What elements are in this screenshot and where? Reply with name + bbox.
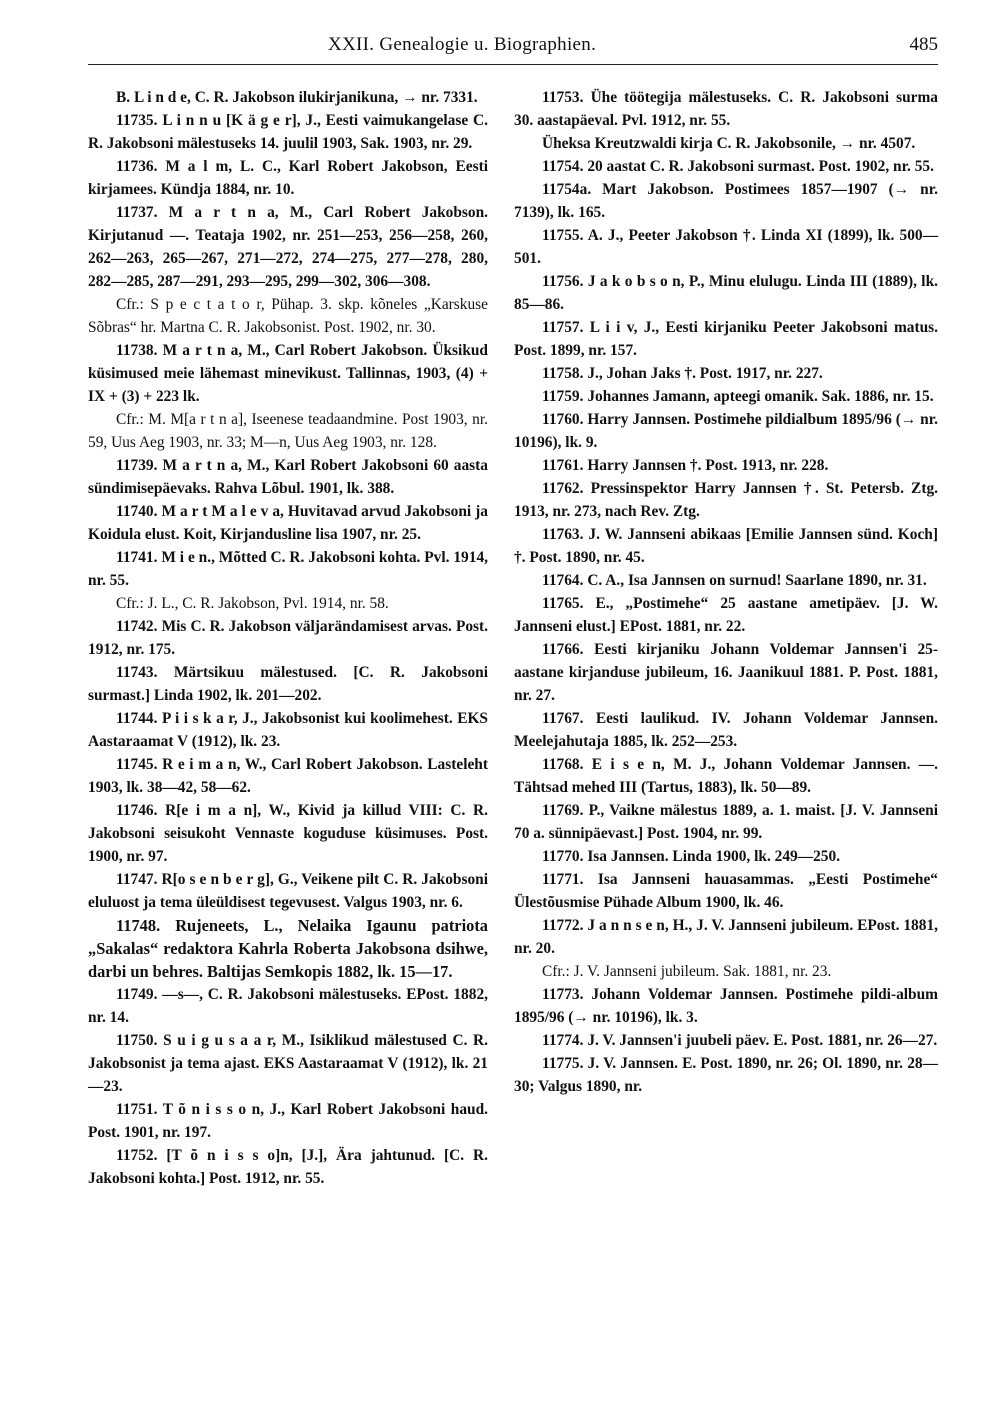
bibliography-entry: 11775. J. V. Jannsen. E. Post. 1890, nr. 26; Ol. 1890, nr. 28—30; Valgus 1890, nr.	[514, 1055, 938, 1095]
bibliography-entry: 11750. S u i g u s a a r, M., Isiklikud mälestused C. R. Jakobsonist ja tema ajast. EKS Aastaraamat V (1912), lk. 21—23.	[88, 1032, 488, 1095]
bibliography-entry: 11758. J., Johan Jaks †. Post. 1917, nr. 227.	[542, 365, 823, 382]
bibliography-entry: 11766. Eesti kirjaniku Johann Voldemar Jannsen'i 25-aastane kirjanduse jubileum, 16. Jaanikuul 1881. P. Post. 1881, nr. 27.	[514, 641, 938, 704]
bibliography-entry: 11752. [T õ n i s s o]n, [J.], Ära jahtunud. [C. R. Jakobsoni kohta.] Post. 1912, nr. 55.	[88, 1147, 488, 1187]
cross-reference-entry: Cfr.: M. M[a r t n a], Iseenese teadaandmine. Post 1903, nr. 59, Uus Aeg 1903, nr. 33; M—n, Uus Aeg 1903, nr. 128.	[88, 411, 488, 451]
bibliography-entry: 11755. A. J., Peeter Jakobson †. Linda XI (1899), lk. 500—501.	[514, 227, 938, 267]
bibliography-entry: 11760. Harry Jannsen. Postimehe pildialbum 1895/96 (→ nr. 10196), lk. 9.	[514, 411, 938, 451]
bibliography-entry: 11743. Märtsikuu mälestused. [C. R. Jakobsoni surmast.] Linda 1902, lk. 201—202.	[88, 664, 488, 704]
bibliography-entry: 11738. M a r t n a, M., Carl Robert Jakobson. Üksikud küsimused meie lähemast minevikust. Tallinnas, 1903, (4) + IX + (3) + 223 lk.	[88, 342, 488, 405]
header-rule	[88, 64, 938, 65]
bibliography-entry: 11754. 20 aastat C. R. Jakobsoni surmast. Post. 1902, nr. 55.	[542, 158, 934, 175]
bibliography-entry: 11739. M a r t n a, M., Karl Robert Jakobsoni 60 aasta sündimisepäevaks. Rahva Lõbul. 1901, lk. 388.	[88, 457, 488, 497]
bibliography-entry: 11774. J. V. Jannsen'i juubeli päev. E. Post. 1881, nr. 26—27.	[542, 1032, 938, 1049]
right-column	[514, 86, 938, 1098]
cross-reference-entry: Cfr.: S p e c t a t o r, Pühap. 3. skp. kõneles „Karskuse Sõbras“ hr. Martna C. R. Jakobsonist. Post. 1902, nr. 30.	[88, 296, 488, 336]
bibliography-entry: 11765. E., „Postimehe“ 25 aastane ametipäev. [J. W. Jannseni elust.] EPost. 1881, nr. 22.	[514, 595, 938, 635]
bibliography-entry: B. L i n d e, C. R. Jakobson ilukirjanikuna, → nr. 7331.	[116, 89, 478, 106]
bibliography-entry: 11744. P i i s k a r, J., Jakobsonist kui koolimehest. EKS Aastaraamat V (1912), lk. 23.	[88, 710, 488, 750]
bibliography-entry: 11759. Johannes Jamann, apteegi omanik. Sak. 1886, nr. 15.	[542, 388, 934, 405]
bibliography-entry: 11756. J a k o b s o n, P., Minu elulugu. Linda III (1889), lk. 85—86.	[514, 273, 938, 313]
bibliography-entry: 11768. E i s e n, M. J., Johann Voldemar Jannsen. —. Tähtsad mehed III (Tartus, 1883), lk. 50—89.	[514, 756, 938, 796]
bibliography-entry: 11745. R e i m a n, W., Carl Robert Jakobson. Lasteleht 1903, lk. 38—42, 58—62.	[88, 756, 488, 796]
bibliography-entry: 11736. M a l m, L. C., Karl Robert Jakobson, Eesti kirjamees. Kündja 1884, nr. 10.	[88, 158, 488, 198]
bibliography-entry: 11773. Johann Voldemar Jannsen. Postimehe pildi-album 1895/96 (→ nr. 10196), lk. 3.	[514, 986, 938, 1026]
bibliography-entry: 11769. P., Vaikne mälestus 1889, a. 1. maist. [J. V. Jannseni 70 a. sünnipäevast.] Post. 1904, nr. 99.	[514, 802, 938, 842]
bibliography-entry: 11746. R[e i m a n], W., Kivid ja killud VIII: C. R. Jakobsoni seisukoht Vennaste koguduse küsimuses. Post. 1900, nr. 97.	[88, 802, 488, 865]
bibliography-entry: 11754a. Mart Jakobson. Postimees 1857—1907 (→ nr. 7139), lk. 165.	[514, 181, 938, 221]
cross-reference-entry: Cfr.: J. V. Jannseni jubileum. Sak. 1881, nr. 23.	[542, 963, 832, 980]
bibliography-entry: 11749. —s—, C. R. Jakobsoni mälestuseks. EPost. 1882, nr. 14.	[88, 986, 488, 1026]
bibliography-entry: 11737. M a r t n a, M., Carl Robert Jakobson. Kirjutanud —. Teataja 1902, nr. 251—253, 256—258, 260, 262—263, 265—267, 271—272, 274—275, 277—278, 280, 282—285, 287—291, 293—295, 299—302, 306—308.	[88, 204, 488, 290]
running-title: XXII. Genealogie u. Biographien.	[328, 34, 597, 55]
bibliography-entry: 11753. Ühe töötegija mälestuseks. C. R. Jakobsoni surma 30. aastapäeval. Pvl. 1912, nr. 55.	[514, 89, 938, 129]
bibliography-entry: 11751. T õ n i s s o n, J., Karl Robert Jakobsoni haud. Post. 1901, nr. 197.	[88, 1101, 488, 1141]
bibliography-entry: 11772. J a n n s e n, H., J. V. Jannseni jubileum. EPost. 1881, nr. 20.	[514, 917, 938, 957]
bibliography-entry: 11740. M a r t M a l e v a, Huvitavad arvud Jakobsoni ja Koidula elust. Koit, Kirjandusline lisa 1907, nr. 25.	[88, 503, 488, 543]
bibliography-entry: 11748. Rujeneets, L., Nelaika Igaunu patriota „Sakalas“ redaktora Kahrla Roberta Jakobsona dsihwe, darbi un behres. Baltijas Semkopis 1882, lk. 15—17.	[88, 916, 488, 981]
bibliography-entry: 11747. R[o s e n b e r g], G., Veikene pilt C. R. Jakobsoni eluluost ja tema üleüldisest tegevusest. Valgus 1903, nr. 6.	[88, 871, 488, 911]
bibliography-entry: 11741. M i e n., Mõtted C. R. Jakobsoni kohta. Pvl. 1914, nr. 55.	[88, 549, 488, 589]
bibliography-entry: 11735. L i n n u [K ä g e r], J., Eesti vaimukangelase C. R. Jakobsoni mälestuseks 14. juulil 1903, Sak. 1903, nr. 29.	[88, 112, 488, 152]
page-header	[88, 30, 938, 64]
bibliography-entry: 11742. Mis C. R. Jakobson väljarändamisest arvas. Post. 1912, nr. 175.	[88, 618, 488, 658]
page-number: 485	[909, 34, 938, 55]
bibliography-entry: 11762. Pressinspektor Harry Jannsen †. St. Petersb. Ztg. 1913, nr. 273, nach Rev. Ztg.	[514, 480, 938, 520]
left-column	[88, 86, 488, 1190]
cross-reference-entry: Cfr.: J. L., C. R. Jakobson, Pvl. 1914, nr. 58.	[116, 595, 389, 612]
bibliography-entry: 11770. Isa Jannsen. Linda 1900, lk. 249—250.	[542, 848, 841, 865]
bibliography-entry: 11757. L i i v, J., Eesti kirjaniku Peeter Jakobsoni matus. Post. 1899, nr. 157.	[514, 319, 938, 359]
bibliography-entry: 11771. Isa Jannseni hauasammas. „Eesti Postimehe“ Ülestõusmise Pühade Album 1900, lk. 46.	[514, 871, 938, 911]
bibliography-entry: 11761. Harry Jannsen †. Post. 1913, nr. 228.	[542, 457, 829, 474]
bibliography-entry: 11767. Eesti laulikud. IV. Johann Voldemar Jannsen. Meelejahutaja 1885, lk. 252—253.	[514, 710, 938, 750]
bibliography-entry: 11763. J. W. Jannseni abikaas [Emilie Jannsen sünd. Koch] †. Post. 1890, nr. 45.	[514, 526, 938, 566]
bibliography-entry: Üheksa Kreutzwaldi kirja C. R. Jakobsonile, → nr. 4507.	[542, 135, 916, 152]
bibliography-entry: 11764. C. A., Isa Jannsen on surnud! Saarlane 1890, nr. 31.	[542, 572, 927, 589]
